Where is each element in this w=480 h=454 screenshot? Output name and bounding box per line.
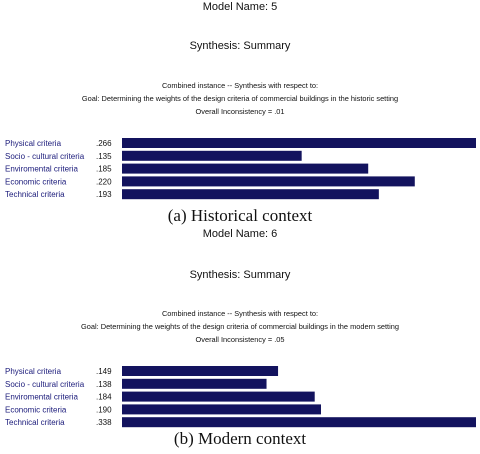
value-label: .193 — [96, 190, 112, 200]
value-label: .338 — [96, 418, 112, 428]
value-label: .184 — [96, 392, 112, 402]
bar — [122, 151, 302, 161]
category-label: Enviromental criteria — [5, 164, 78, 174]
caption: (b) Modern context — [173, 429, 307, 448]
synthesis-title: Synthesis: Summary — [189, 40, 291, 52]
bar — [122, 189, 379, 199]
value-label: .266 — [96, 139, 112, 148]
category-label: Technical criteria — [5, 190, 65, 200]
category-label: Physical criteria — [5, 139, 62, 148]
overall-inconsistency: Overall Inconsistency = .01 — [195, 107, 285, 116]
category-label: Technical criteria — [5, 418, 65, 428]
synthesis-title: Synthesis: Summary — [189, 269, 291, 281]
overall-inconsistency: Overall Inconsistency = .05 — [195, 335, 285, 344]
combined-instance-text: Combined instance -- Synthesis with respect to: — [161, 81, 319, 90]
bar-chart-modern — [0, 362, 480, 432]
bar — [122, 379, 267, 389]
value-label: .149 — [96, 367, 112, 376]
combined-instance-text: Combined instance -- Synthesis with respect to: — [161, 309, 319, 318]
goal-text: Goal: Determining the weights of the design criteria of commercial buildings in the historic setting — [81, 94, 399, 103]
goal-text: Goal: Determining the weights of the design criteria of commercial buildings in the modern setting — [81, 322, 399, 331]
bar — [122, 366, 278, 376]
value-label: .138 — [96, 379, 112, 389]
bar — [122, 138, 476, 148]
category-label: Enviromental criteria — [5, 392, 78, 402]
caption: (a) Historical context — [167, 206, 313, 225]
bar-chart-historical — [0, 134, 480, 204]
bar — [122, 392, 315, 402]
category-label: Socio - cultural criteria — [5, 151, 85, 161]
model-name: Model Name: 6 — [202, 228, 278, 240]
category-label: Economic criteria — [5, 405, 67, 415]
bar — [122, 164, 368, 174]
bar — [122, 417, 476, 427]
category-label: Socio - cultural criteria — [5, 379, 85, 389]
category-label: Physical criteria — [5, 367, 62, 376]
category-label: Economic criteria — [5, 177, 67, 187]
bar — [122, 176, 415, 186]
panel-modern — [0, 227, 480, 454]
model-name: Model Name: 5 — [202, 1, 278, 13]
bar — [122, 404, 321, 414]
value-label: .220 — [96, 177, 112, 187]
value-label: .185 — [96, 164, 112, 174]
value-label: .190 — [96, 405, 112, 415]
value-label: .135 — [96, 151, 112, 161]
